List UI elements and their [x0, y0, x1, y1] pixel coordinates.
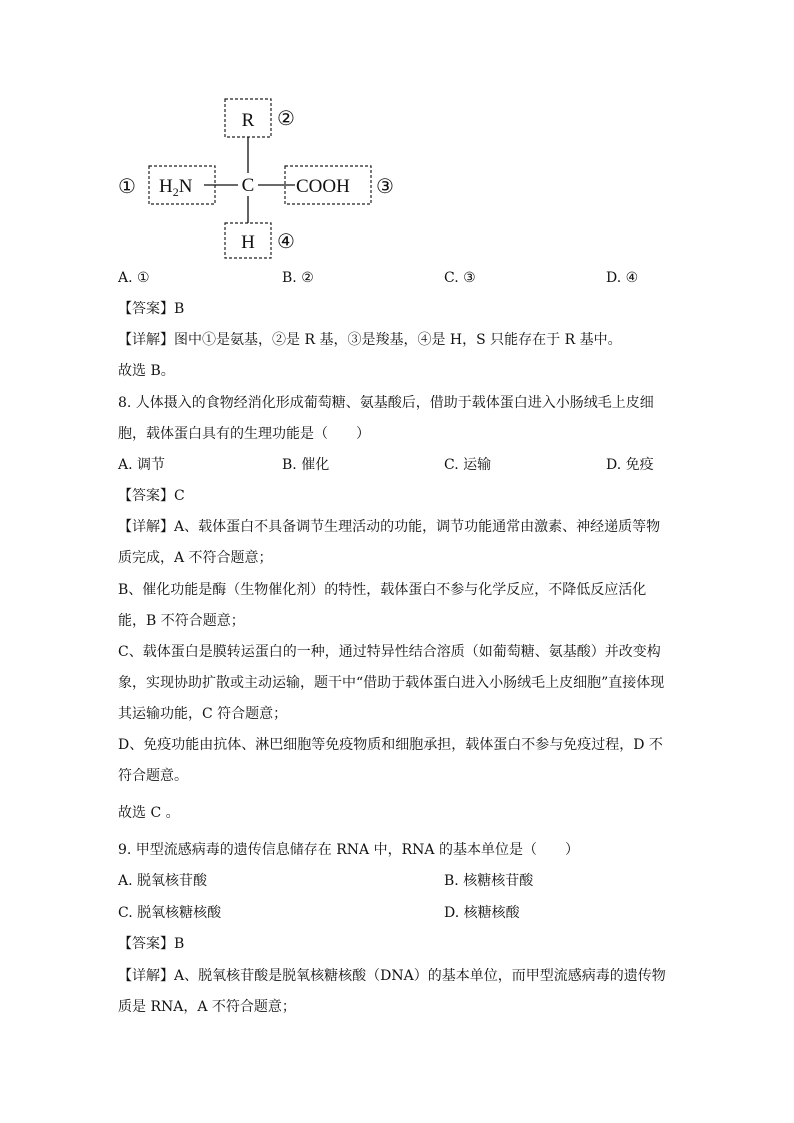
q8-detail-line-4: 能，B 不符合题意； [118, 613, 245, 629]
q7-answer: 【答案】B [118, 301, 185, 317]
circle-label-3: ③ [376, 176, 394, 198]
q9-option-d: D. 核糖核酸 [444, 905, 520, 921]
q8-detail-line-6: 象，实现协助扩散或主动运输，题干中“借助于载体蛋白进入小肠绒毛上皮细胞”直接体现 [118, 675, 665, 691]
q8-detail-line-7: 其运输功能，C 符合题意； [118, 706, 288, 722]
amino-acid-diagram [110, 92, 430, 262]
carboxyl-label: COOH [296, 176, 350, 197]
q8-answer: 【答案】C [118, 488, 185, 504]
q8-stem-line-1: 8. 人体摄入的食物经消化形成葡萄糖、氨基酸后，借助于载体蛋白进入小肠绒毛上皮细 [118, 395, 654, 411]
q8-detail-line-9: 符合题意。 [118, 768, 188, 784]
q9-stem: 9. 甲型流感病毒的遗传信息储存在 RNA 中，RNA 的基本单位是（ ） [118, 842, 579, 858]
q7-option-a: A. ① [118, 270, 150, 286]
q8-stem-line-2: 胞，载体蛋白具有的生理功能是（ ） [118, 426, 370, 442]
q7-option-d: D. ④ [606, 270, 639, 286]
amino-label [159, 176, 193, 199]
q8-detail-line-8: D、免疫功能由抗体、淋巴细胞等免疫物质和细胞承担，载体蛋白不参与免疫过程，D 不 [118, 737, 663, 753]
amino-label-n: N [178, 176, 193, 197]
circle-label-1: ① [118, 176, 136, 198]
central-carbon-label: C [241, 175, 255, 196]
q8-option-a: A. 调节 [118, 457, 166, 473]
q9-option-b: B. 核糖核苷酸 [444, 873, 534, 889]
q9-option-c: C. 脱氧核糖核酸 [118, 905, 222, 921]
q7-detail: 【详解】图中①是氨基，②是 R 基，③是羧基，④是 H，S 只能存在于 R 基中。 [118, 332, 622, 348]
q8-detail-line-2: 质完成，A 不符合题意； [118, 550, 273, 566]
q9-detail-line-1: 【详解】A、脱氧核苷酸是脱氧核糖核酸（DNA）的基本单位，而甲型流感病毒的遗传物 [118, 968, 666, 984]
circle-label-4: ④ [277, 231, 295, 253]
q7-option-c: C. ③ [444, 270, 476, 286]
hydrogen-label: H [241, 232, 255, 253]
q8-detail-line-5: C、载体蛋白是膜转运蛋白的一种，通过特异性结合溶质（如葡萄糖、氨基酸）并改变构 [118, 644, 661, 660]
circle-label-2: ② [277, 108, 295, 130]
q9-detail-line-2: 质是 RNA，A 不符合题意； [118, 999, 296, 1015]
q7-conclusion: 故选 B。 [118, 363, 175, 379]
q8-option-c: C. 运输 [444, 457, 492, 473]
q8-option-d: D. 免疫 [606, 457, 654, 473]
q8-detail-line-1: 【详解】A、载体蛋白不具备调节生理活动的功能，调节功能通常由激素、神经递质等物 [118, 519, 661, 535]
q8-conclusion: 故选 C 。 [118, 805, 180, 821]
q9-option-a: A. 脱氧核苷酸 [118, 873, 208, 889]
r-label: R [241, 110, 255, 131]
q9-answer: 【答案】B [118, 936, 185, 952]
q8-option-b: B. 催化 [282, 457, 330, 473]
amino-label-h: H [159, 176, 173, 197]
q8-detail-line-3: B、催化功能是酶（生物催化剂）的特性，载体蛋白不参与化学反应，不降低反应活化 [118, 582, 647, 598]
q7-option-b: B. ② [282, 270, 314, 286]
amino-label-sub: 2 [172, 185, 179, 199]
